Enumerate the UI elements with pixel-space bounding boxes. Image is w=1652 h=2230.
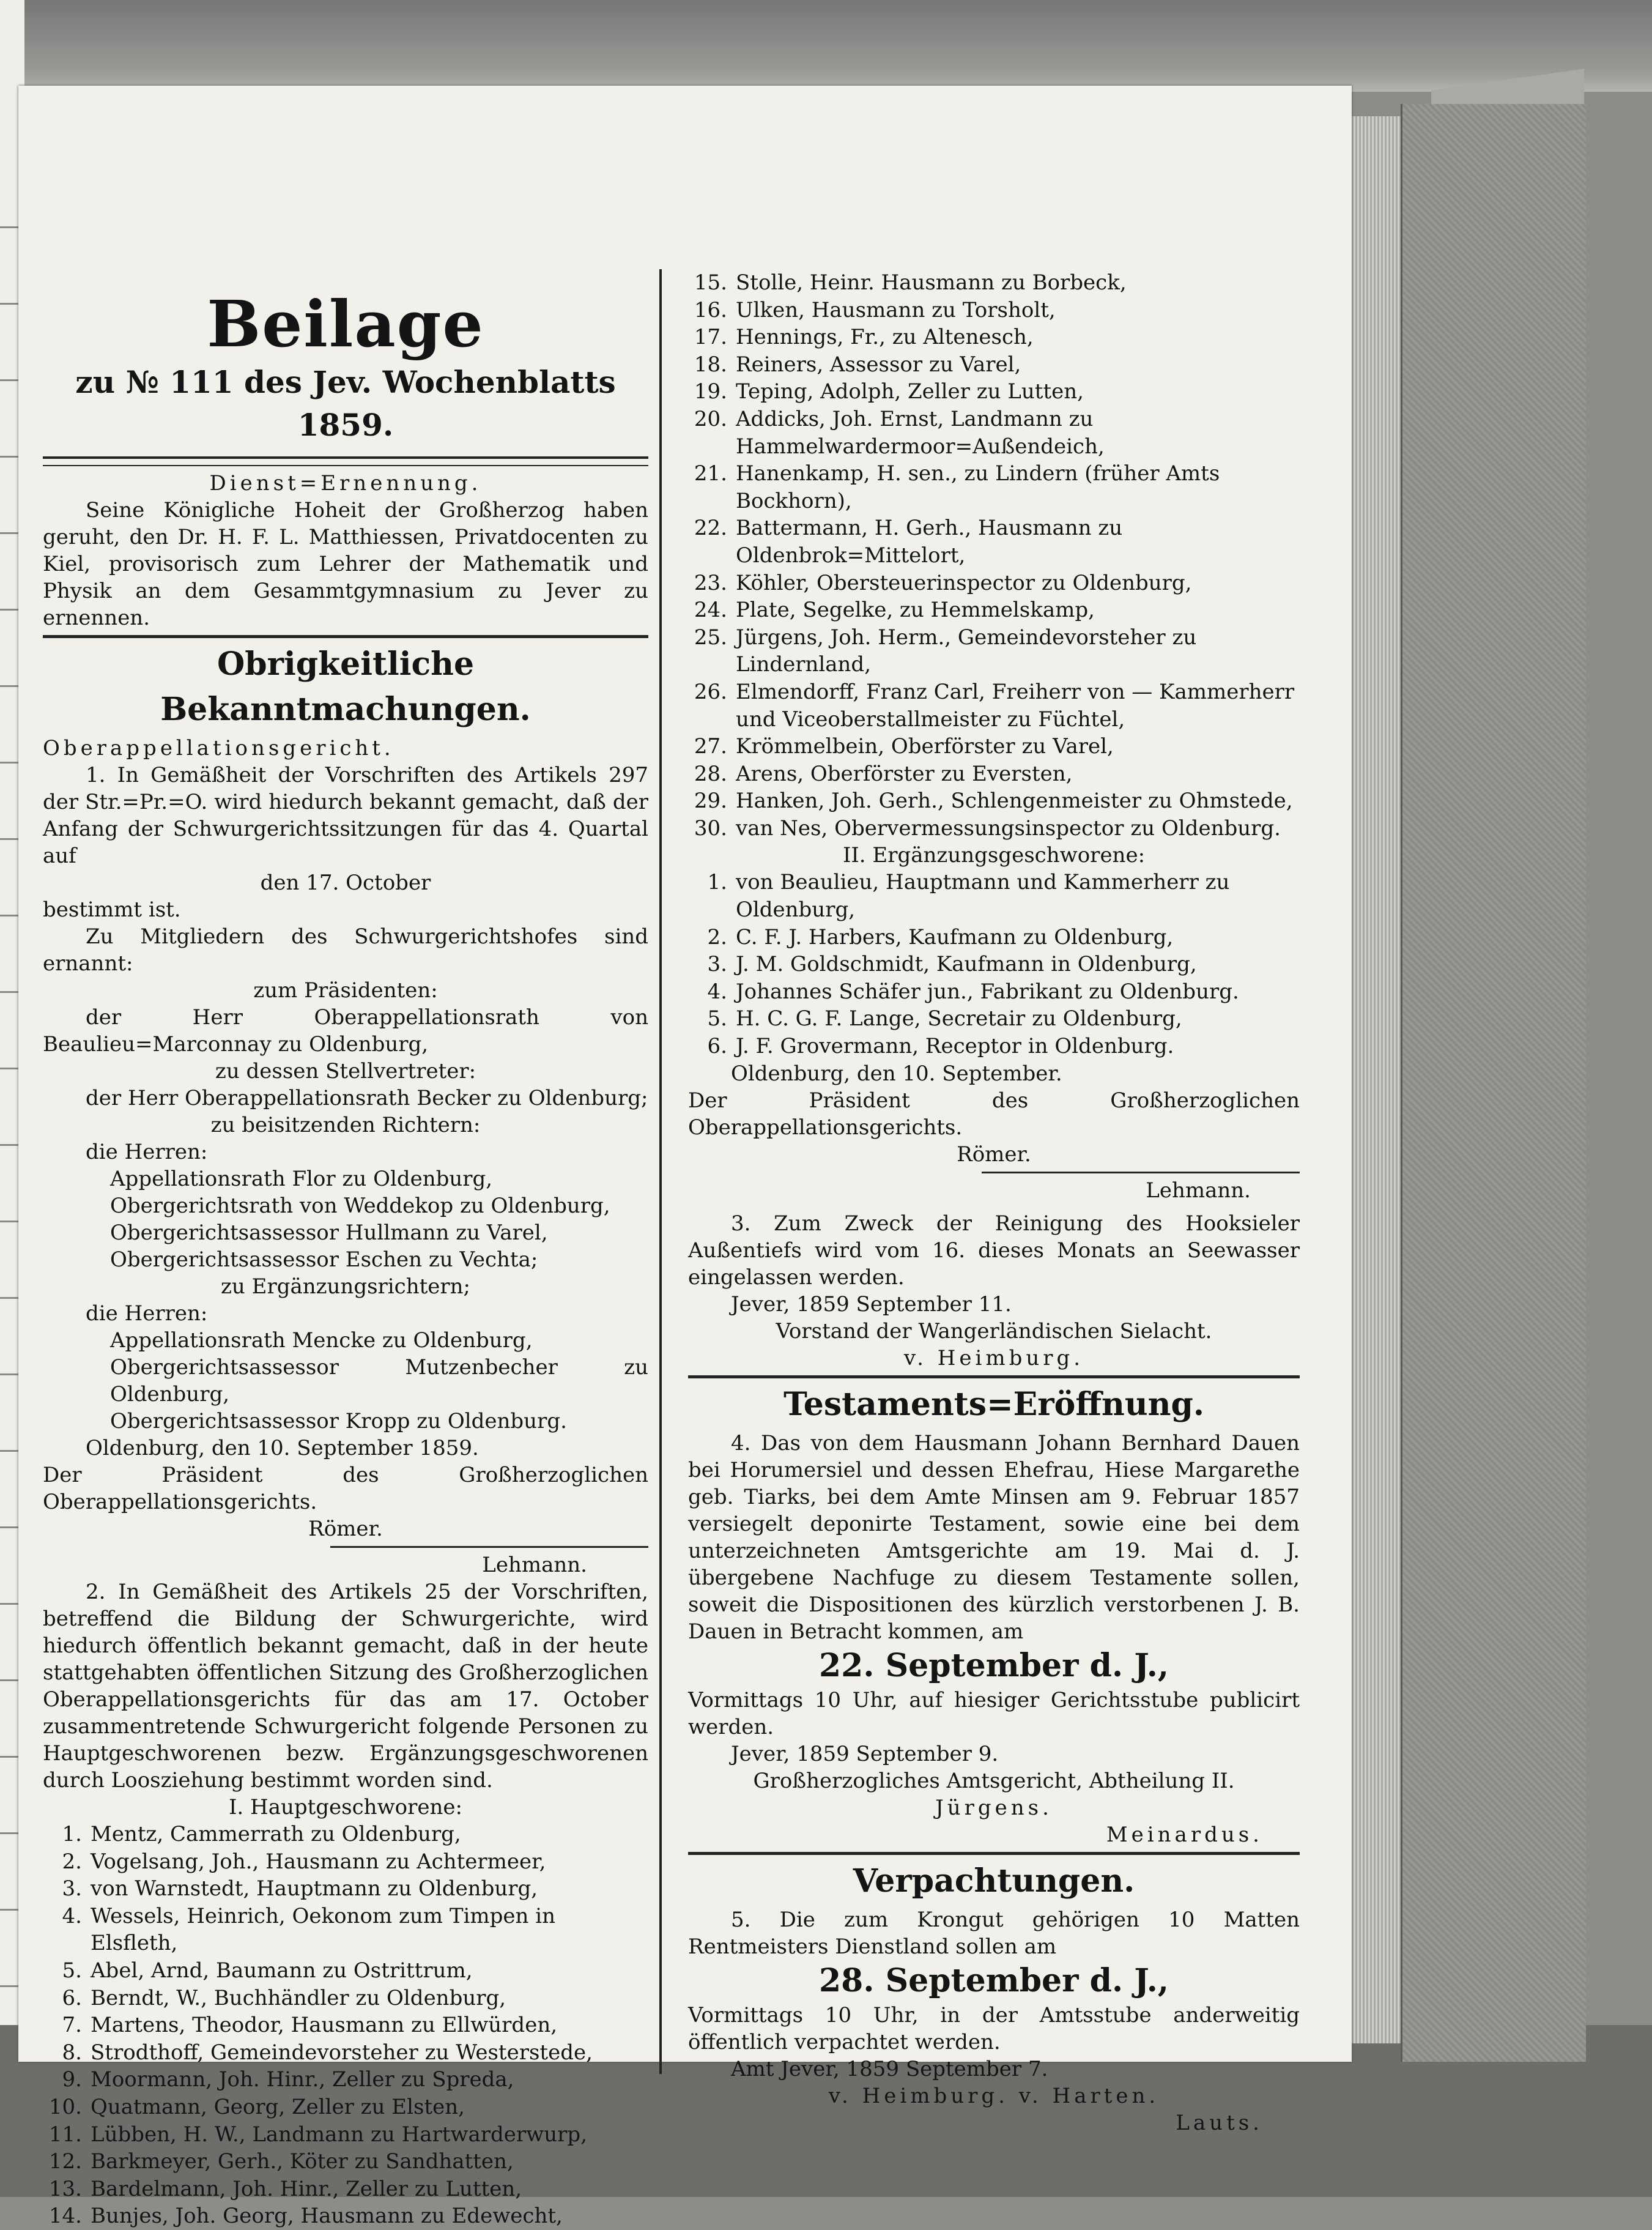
juror-name: Jürgens, Joh. Herm., Gemeindevorsteher zu Lindernland, — [736, 625, 1197, 677]
right-column — [688, 269, 1300, 2136]
notice-1-signer: Römer. — [308, 1517, 383, 1541]
juror-entry — [688, 406, 1300, 460]
juror-name: Strodthoff, Gemeindevorsteher zu Westerstede, — [91, 2040, 593, 2065]
testament-text-cont: Vormittags 10 Uhr, auf hiesiger Gerichtsstube publicirt werden. — [688, 1687, 1300, 1739]
juror-number: 14. — [48, 2204, 82, 2229]
notice-1-signature: Der Präsident des Großherzoglichen Oberappellationsgerichts. — [43, 1463, 648, 1514]
lease-date: 28. September d. J., — [819, 1961, 1169, 1999]
juror-entry — [43, 2039, 648, 2067]
juror-entry — [688, 378, 1300, 406]
judges-heading: zu beisitzenden Richtern: — [210, 1113, 481, 1137]
juror-name: Plate, Segelke, zu Hemmelskamp, — [736, 598, 1095, 623]
juror-name: J. M. Goldschmidt, Kaufmann in Oldenburg, — [736, 952, 1197, 977]
juror-number: 8. — [62, 2040, 82, 2065]
juror-name: Barkmeyer, Gerh., Köter zu Sandhatten, — [91, 2149, 514, 2174]
notice-2-place: Oldenburg, den 10. September. — [731, 1061, 1062, 1086]
juror-name: C. F. J. Harbers, Kaufmann zu Oldenburg, — [736, 924, 1174, 950]
notice-2-signer: Römer. — [957, 1142, 1031, 1167]
juror-name: J. F. Grovermann, Receptor in Oldenburg. — [736, 1034, 1174, 1059]
testament-cosigner: Meinardus. — [1106, 1822, 1263, 1847]
notice-3-authority: Vorstand der Wangerländischen Sielacht. — [776, 1318, 1212, 1344]
juror-number: 7. — [62, 2013, 82, 2038]
juror-name: Lübben, H. W., Landmann zu Hartwarderwurp, — [91, 2122, 587, 2147]
juror-entry — [43, 1903, 648, 1957]
juror-entry — [688, 978, 1300, 1006]
notice-1-members: Zu Mitgliedern des Schwurgerichtshofes sind ernannt: — [43, 924, 648, 976]
juror-entry — [688, 869, 1300, 923]
juror-name: Johannes Schäfer jun., Fabrikant zu Oldenburg. — [736, 979, 1239, 1004]
juror-number: 4. — [707, 979, 727, 1004]
juror-name: Hennings, Fr., zu Altenesch, — [736, 325, 1034, 350]
main-jurors-list-left — [43, 1821, 648, 2230]
juror-name: Mentz, Cammerrath zu Oldenburg, — [91, 1822, 461, 1846]
juror-number: 16. — [694, 297, 727, 322]
notice-1-date: den 17. October — [260, 871, 431, 895]
substitutes-heading: zu Ergänzungsrichtern; — [221, 1274, 470, 1299]
column-divider — [659, 269, 662, 2074]
juror-number: 26. — [694, 679, 727, 704]
juror-number: 21. — [694, 461, 727, 486]
juror-entry — [43, 2012, 648, 2039]
juror-name: Berndt, W., Buchhändler zu Oldenburg, — [91, 1985, 506, 2010]
juror-number: 6. — [62, 1985, 82, 2010]
notice-3-place: Jever, 1859 September 11. — [731, 1292, 1012, 1317]
juror-entry — [43, 1875, 648, 1903]
juror-name: Köhler, Obersteuerinspector zu Oldenburg, — [736, 570, 1192, 595]
testament-place: Jever, 1859 September 9. — [731, 1741, 999, 1766]
juror-number: 3. — [707, 952, 727, 977]
juror-number: 1. — [707, 870, 727, 895]
juror-entry — [43, 2066, 648, 2094]
juror-name: Martens, Theodor, Hausmann zu Ellwürden, — [91, 2013, 558, 2038]
juror-name: Stolle, Heinr. Hausmann zu Borbeck, — [736, 270, 1127, 295]
judge-3: Obergerichtsassessor Hullmann zu Varel, — [110, 1221, 548, 1245]
newspaper-page — [18, 86, 1352, 2229]
juror-entry — [688, 515, 1300, 569]
juror-number: 23. — [694, 570, 727, 595]
juror-name: Wessels, Heinrich, Oekonom zum Timpen in Elsfleth, — [91, 1903, 555, 1956]
notice-2-signature: Der Präsident des Großherzoglichen Oberappellationsgerichts. — [688, 1088, 1300, 1140]
divider — [688, 1375, 1300, 1378]
juror-number: 28. — [694, 761, 727, 786]
notice-1-text-cont: bestimmt ist. — [43, 898, 181, 922]
divider — [688, 1852, 1300, 1855]
juror-name: Krömmelbein, Oberförster zu Varel, — [736, 734, 1114, 759]
juror-entry — [43, 2176, 648, 2203]
juror-number: 19. — [694, 379, 727, 404]
president: der Herr Oberappellationsrath von Beaulieu=Marconnay zu Oldenburg, — [43, 1005, 648, 1057]
juror-entry — [688, 624, 1300, 678]
juror-entry — [688, 1005, 1300, 1033]
juror-entry — [688, 597, 1300, 624]
notice-2-cosigner: Lehmann. — [1146, 1178, 1251, 1203]
juror-name: Elmendorff, Franz Carl, Freiherr von — Kammerherr und Viceoberstallmeister zu Füchtel, — [736, 679, 1295, 732]
deputy-heading: zu dessen Stellvertreter: — [215, 1059, 476, 1083]
juror-name: Bardelmann, Joh. Hinr., Zeller zu Lutten, — [91, 2176, 522, 2201]
deputy: der Herr Oberappellationsrath Becker zu Oldenburg; — [86, 1086, 648, 1110]
juror-name: Abel, Arnd, Baumann zu Ostrittrum, — [91, 1958, 473, 1983]
substitute-3: Obergerichtsassessor Kropp zu Oldenburg. — [110, 1409, 567, 1433]
main-jurors-heading: I. Hauptgeschworene: — [229, 1795, 462, 1819]
juror-name: Hanenkamp, H. sen., zu Lindern (früher Amts Bockhorn), — [736, 461, 1220, 513]
juror-number: 25. — [694, 625, 727, 650]
juror-name: Vogelsang, Joh., Hausmann zu Achtermeer, — [91, 1849, 546, 1874]
juror-entry — [43, 1821, 648, 1848]
notice-1-cosigner: Lehmann. — [482, 1553, 587, 1577]
juror-name: H. C. G. F. Lange, Secretair zu Oldenburg, — [736, 1006, 1182, 1031]
signature-line — [982, 1172, 1300, 1173]
juror-number: 24. — [694, 598, 727, 623]
supplement-subtitle: zu № 111 des Jev. Wochenblatts 1859. — [75, 364, 616, 443]
juror-number: 2. — [707, 924, 727, 950]
judges-label: die Herren: — [86, 1140, 208, 1164]
official-notices-heading: Obrigkeitliche Bekanntmachungen. — [160, 645, 531, 728]
juror-entry — [43, 1848, 648, 1876]
juror-name: Quatmann, Georg, Zeller zu Elsten, — [91, 2094, 465, 2119]
lease-text-cont: Vormittags 10 Uhr, in der Amtsstube anderweitig öffentlich verpachtet werden. — [688, 2002, 1300, 2054]
juror-number: 5. — [62, 1958, 82, 1983]
juror-name: Moormann, Joh. Hinr., Zeller zu Spreda, — [91, 2067, 514, 2092]
juror-entry — [688, 787, 1300, 815]
testament-heading: Testaments=Eröffnung. — [783, 1385, 1204, 1423]
juror-entry — [43, 2121, 648, 2149]
juror-name: von Warnstedt, Hauptmann zu Oldenburg, — [91, 1876, 538, 1901]
juror-entry — [688, 815, 1300, 842]
divider — [43, 456, 648, 466]
juror-number: 27. — [694, 734, 727, 759]
notice-1-text: 1. In Gemäßheit der Vorschriften des Artikels 297 der Str.=Pr.=O. wird hiedurch bekannt gemacht, daß der Anfang der Schwurgerichtssitzungen für das 4. Quartal auf — [43, 763, 648, 868]
juror-number: 13. — [48, 2176, 82, 2201]
juror-entry — [688, 733, 1300, 760]
judge-2: Obergerichtsrath von Weddekop zu Oldenburg, — [110, 1194, 610, 1218]
scan-background-top — [0, 0, 1652, 92]
juror-entry — [688, 269, 1300, 297]
juror-number: 20. — [694, 406, 727, 431]
substitute-1: Appellationsrath Mencke zu Oldenburg, — [110, 1328, 533, 1353]
juror-entry — [43, 2148, 648, 2176]
juror-number: 5. — [707, 1006, 727, 1031]
juror-entry — [43, 2094, 648, 2121]
scan-margin-ruler — [0, 153, 18, 1988]
substitute-jurors-heading: II. Ergänzungsgeschworene: — [842, 843, 1146, 868]
appointment-heading: Dienst=Ernennung. — [209, 471, 482, 496]
juror-number: 18. — [694, 352, 727, 377]
juror-number: 22. — [694, 516, 727, 541]
main-jurors-list-right — [688, 269, 1300, 842]
juror-number: 3. — [62, 1876, 82, 1901]
court-heading: Oberappellationsgericht. — [43, 736, 394, 760]
juror-name: von Beaulieu, Hauptmann und Kammerherr zu Oldenburg, — [736, 870, 1230, 923]
juror-name: Battermann, H. Gerh., Hausmann zu Oldenbrok=Mittelort, — [736, 516, 1123, 568]
juror-number: 29. — [694, 789, 727, 814]
divider — [43, 635, 648, 638]
substitute-jurors-list — [688, 869, 1300, 1060]
juror-number: 9. — [62, 2067, 82, 2092]
juror-number: 12. — [48, 2149, 82, 2174]
juror-number: 10. — [48, 2094, 82, 2119]
juror-entry — [688, 951, 1300, 978]
juror-name: Hanken, Joh. Gerh., Schlengenmeister zu Ohmstede, — [736, 789, 1293, 814]
juror-name: van Nes, Obervermessungsinspector zu Oldenburg. — [736, 816, 1281, 841]
juror-name: Bunjes, Joh. Georg, Hausmann zu Edewecht, — [91, 2204, 563, 2229]
lease-cosigner: Lauts. — [1176, 2110, 1263, 2135]
notice-3-signer: v. Heimburg. — [903, 1345, 1084, 1370]
book-cover — [1401, 104, 1586, 2062]
testament-date: 22. September d. J., — [819, 1646, 1169, 1684]
juror-name: Ulken, Hausmann zu Torsholt, — [736, 297, 1056, 322]
signature-line — [330, 1546, 648, 1548]
juror-entry — [43, 2202, 648, 2230]
testament-authority: Großherzogliches Amtsgericht, Abtheilung II. — [753, 1768, 1235, 1793]
supplement-title: Beilage — [207, 286, 484, 362]
testament-signer: Jürgens. — [935, 1795, 1053, 1820]
juror-entry — [688, 324, 1300, 351]
juror-number: 6. — [707, 1034, 727, 1059]
notice-3-text: 3. Zum Zweck der Reinigung des Hooksieler Außentiefs wird vom 16. dieses Monats an Seewasser eingelassen werden. — [688, 1211, 1300, 1290]
lease-heading: Verpachtungen. — [853, 1862, 1135, 1900]
juror-name: Teping, Adolph, Zeller zu Lutten, — [736, 379, 1084, 404]
juror-entry — [688, 760, 1300, 788]
juror-number: 1. — [62, 1822, 82, 1846]
juror-entry — [688, 924, 1300, 951]
juror-entry — [43, 1957, 648, 1985]
lease-text: 5. Die zum Krongut gehörigen 10 Matten Rentmeisters Dienstland sollen am — [688, 1907, 1300, 1959]
juror-name: Reiners, Assessor zu Varel, — [736, 352, 1021, 377]
judge-4: Obergerichtsassessor Eschen zu Vechta; — [110, 1247, 538, 1272]
juror-number: 30. — [694, 816, 727, 841]
juror-entry — [688, 1033, 1300, 1060]
notice-2-text: 2. In Gemäßheit des Artikels 25 der Vorschriften, betreffend die Bildung der Schwurgerichte, wird hiedurch öffentlich bekannt gemacht, daß in der heute stattgehabten öffentlichen Sitzung des Großherzoglichen Oberappellationsgerichts für das am 17. October zusammentretende Schwurgericht folgende Personen zu Hauptgeschworenen bezw. Ergänzungsgeschworenen durch Loosziehung bestimmt worden sind. — [43, 1580, 648, 1793]
juror-entry — [688, 460, 1300, 515]
lease-signers: v. Heimburg. v. Harten. — [828, 2083, 1160, 2108]
juror-number: 4. — [62, 1903, 82, 1928]
juror-name: Arens, Oberförster zu Eversten, — [736, 761, 1073, 786]
notice-1-place: Oldenburg, den 10. September 1859. — [86, 1436, 479, 1460]
juror-entry — [688, 570, 1300, 597]
judge-1: Appellationsrath Flor zu Oldenburg, — [110, 1167, 493, 1191]
left-column — [43, 269, 648, 2230]
president-heading: zum Präsidenten: — [253, 978, 438, 1003]
juror-number: 2. — [62, 1849, 82, 1874]
substitutes-label: die Herren: — [86, 1301, 208, 1326]
lease-place: Amt Jever, 1859 September 7. — [731, 2056, 1048, 2081]
juror-entry — [43, 1985, 648, 2012]
juror-entry — [688, 351, 1300, 379]
juror-number: 17. — [694, 325, 727, 350]
substitute-2: Obergerichtsassessor Mutzenbecher zu Oldenburg, — [110, 1355, 648, 1407]
juror-number: 15. — [694, 270, 727, 295]
juror-entry — [688, 678, 1300, 733]
testament-text: 4. Das von dem Hausmann Johann Bernhard Dauen bei Horumersiel und dessen Ehefrau, Hiese Margarethe geb. Tiarks, bei dem Amte Minsen am 9. Februar 1857 versiegelt deponirte Testament, sowie eine bei dem unterzeichneten Amtsgerichte am 19. Mai d. J. übergebene Nachfuge zu diesem Testamente sollen, soweit die Dispositionen des kürzlich verstorbenen J. B. Dauen in Betracht kommen, am — [688, 1430, 1300, 1644]
juror-number: 11. — [48, 2122, 82, 2147]
appointment-text: Seine Königliche Hoheit der Großherzog haben geruht, den Dr. H. F. L. Matthiessen, Privatdocenten zu Kiel, provisorisch zum Lehrer der Mathematik und Physik an dem Gesammtgymnasium zu Jever zu ernennen. — [43, 498, 648, 630]
juror-name: Addicks, Joh. Ernst, Landmann zu Hammelwardermoor=Außendeich, — [736, 406, 1105, 459]
juror-entry — [688, 297, 1300, 324]
